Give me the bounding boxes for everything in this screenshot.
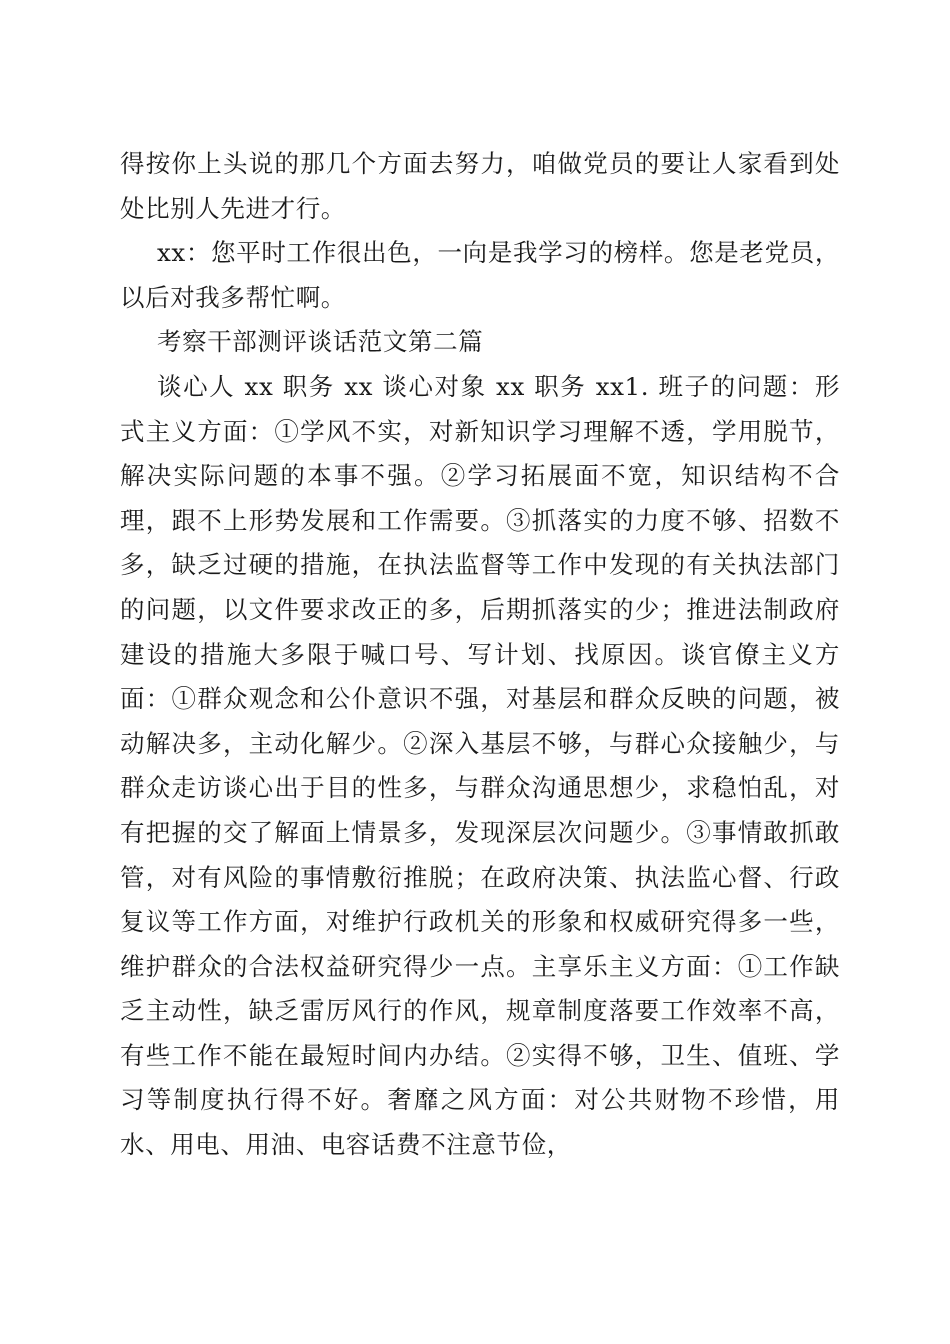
paragraph-main: 谈心人 xx 职务 xx 谈心对象 xx 职务 xx1. 班子的问题：形式主义方面：①学风不实，对新知识学习理解不透，学用脱节，解决实际问题的本事不强。②学习拓展面不宽，知识结构不合理，跟不上形势发展和工作需要。③抓落实的力度不够、招数不多，缺乏过硬的措施，在执法监督等工作中发现的有关执法部门的问题，以文件要求改正的多，后期抓落实的少；推进法制政府建设的措施大多限于喊口号、写计划、找原因。谈官僚主义方面：①群众观念和公仆意识不强，对基层和群众反映的问题，被动解决多，主动化解少。②深入基层不够，与群心众接触少，与群众走访谈心出于目的性多，与群众沟通思想少，求稳怕乱，对有把握的交了解面上情景多，发现深层次问题少。③事情敢抓敢管，对有风险的事情敷衍推脱；在政府决策、执法监心督、行政复议等工作方面，对维护行政机关的形象和权威研究得多一些，维护群众的合法权益研究得少一点。主享乐主义方面：①工作缺乏主动性，缺乏雷厉风行的作风，规章制度落要工作效率不高，有些工作不能在最短时间内办结。②实得不够，卫生、值班、学习等制度执行得不好。奢靡之风方面：对公共财物不珍惜，用水、用电、用油、电容话费不注意节俭， <box>120 371 840 1160</box>
paragraph-reply: xx：您平时工作很出色，一向是我学习的榜样。您是老党员，以后对我多帮忙啊。 <box>120 238 840 312</box>
section-heading: 考察干部测评谈话范文第二篇 <box>157 327 484 357</box>
paragraph-continuation: 得按你上头说的那几个方面去努力，咱做党员的要让人家看到处处比别人先进才行。 <box>120 149 840 223</box>
document-body <box>120 142 840 1168</box>
